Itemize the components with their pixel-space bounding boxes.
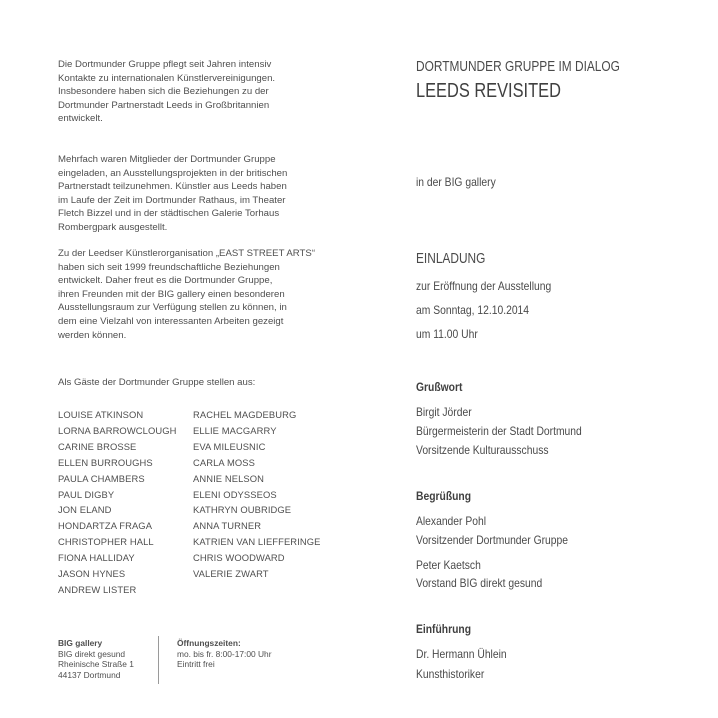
text-line: Rombergpark ausgestellt. [58, 221, 168, 233]
artist-name: CARLA MOSS [193, 456, 255, 468]
opening-hours-title: Öffnungszeiten: [177, 638, 241, 648]
speaker-role: Vorsitzende Kulturausschuss [416, 443, 549, 457]
text-line: Insbesondere haben sich die Beziehungen zu der [58, 86, 269, 98]
event-subtitle: DORTMUNDER GRUPPE IM DIALOG [416, 59, 620, 75]
address-line: Rheinische Straße 1 [58, 659, 134, 670]
grusswort-heading: Grußwort [416, 380, 463, 394]
text-line: Ausstellungsraum zur Verfügung stellen zu können, in [58, 302, 287, 314]
invitation-date: am Sonntag, 12.10.2014 [416, 303, 530, 317]
east-street-arts-paragraph [58, 247, 315, 342]
gallery-name: BIG gallery [58, 638, 103, 648]
artist-name: RACHEL MAGDEBURG [193, 409, 297, 420]
guests-intro [58, 376, 255, 390]
speaker-name: Birgit Jörder [416, 405, 472, 419]
text-line: entwickelt. Daher freut es die Dortmunder Gruppe, [58, 275, 273, 287]
opening-hours-line: mo. bis fr. 8:00-17:00 Uhr [177, 648, 272, 659]
speaker-role: Vorstand BIG direkt gesund [416, 576, 543, 590]
speaker-role: Vorsitzender Dortmunder Gruppe [416, 533, 569, 547]
text-line: Partnerstadt teilzunehmen. Künstler aus Leeds haben [58, 181, 287, 193]
artist-name: ANDREW LISTER [58, 583, 137, 595]
guests-intro-text: Als Gäste der Dortmunder Gruppe stellen aus: [58, 377, 256, 388]
event-title: LEEDS REVISITED [416, 80, 561, 102]
speaker-name: Alexander Pohl [416, 514, 486, 528]
artist-name: CHRIS WOODWARD [193, 552, 285, 564]
speaker-role: Kunsthistoriker [416, 667, 485, 681]
text-line: Kontakte zu internationalen Künstlervereinigungen. [58, 72, 276, 84]
text-line: dem eine Vielzahl von interessanten Arbeiten gezeigt [58, 315, 284, 327]
speaker-name: Peter Kaetsch [416, 558, 481, 572]
opening-hours [177, 638, 272, 670]
address-line: BIG direkt gesund [58, 648, 126, 659]
text-line: eingeladen, an Ausstellungsprojekten in der britischen [58, 167, 288, 179]
artist-name: FIONA HALLIDAY [58, 552, 135, 564]
invitation-line: zur Eröffnung der Ausstellung [416, 279, 552, 293]
invitation-time: um 11.00 Uhr [416, 327, 478, 341]
artist-name: JASON HYNES [58, 568, 126, 580]
artist-list-col2 [193, 407, 321, 582]
text-line: Fletch Bizzel und in der städtischen Galerie Torhaus [58, 208, 280, 220]
artist-name: ELLIE MACGARRY [193, 424, 277, 436]
intro-paragraph [58, 58, 275, 126]
artist-list-col1 [58, 407, 176, 598]
history-paragraph [58, 153, 287, 235]
text-line: Mehrfach waren Mitglieder der Dortmunder Gruppe [58, 154, 276, 165]
artist-name: KATHRYN OUBRIDGE [193, 504, 292, 516]
artist-name: ANNA TURNER [193, 520, 262, 532]
artist-name: ELENI ODYSSEOS [193, 488, 277, 500]
begruessung-heading: Begrüßung [416, 489, 472, 503]
artist-name: ANNIE NELSON [193, 472, 265, 484]
artist-name: VALERIE ZWART [193, 568, 269, 580]
invitation-heading: EINLADUNG [416, 251, 486, 267]
artist-name: ELLEN BURROUGHS [58, 456, 153, 468]
text-line: werden können. [58, 329, 127, 341]
text-line: Dortmunder Partnerstadt Leeds in Großbritannien [58, 99, 270, 111]
address-line: 44137 Dortmund [58, 669, 121, 680]
text-line: haben sich seit 1999 freundschaftliche Beziehungen [58, 261, 280, 273]
footer-divider [158, 636, 159, 684]
text-line: im Laufe der Zeit im Dortmunder Rathaus, im Theater [58, 194, 286, 206]
venue-line: in der BIG gallery [416, 175, 496, 189]
text-line: Zu der Leedser Künstlerorganisation „EAST STREET ARTS“ [58, 248, 316, 259]
opening-hours-line: Eintritt frei [177, 659, 215, 670]
artist-name: JON ELAND [58, 504, 112, 516]
artist-name: EVA MILEUSNIC [193, 440, 266, 452]
einfuehrung-heading: Einführung [416, 622, 472, 636]
artist-name: PAULA CHAMBERS [58, 472, 145, 484]
text-line: ihren Freunden mit der BIG gallery einen besonderen [58, 288, 285, 300]
artist-name: CHRISTOPHER HALL [58, 536, 154, 548]
artist-name: LOUISE ATKINSON [58, 409, 144, 420]
artist-name: LORNA BARROWCLOUGH [58, 424, 177, 436]
artist-name: HONDARTZA FRAGA [58, 520, 153, 532]
artist-name: KATRIEN VAN LIEFFERINGE [193, 536, 321, 548]
text-line: Die Dortmunder Gruppe pflegt seit Jahren intensiv [58, 59, 272, 70]
text-line: entwickelt. [58, 113, 103, 125]
speaker-role: Bürgermeisterin der Stadt Dortmund [416, 424, 582, 438]
artist-name: CARINE BROSSE [58, 440, 137, 452]
speaker-name: Dr. Hermann Ühlein [416, 647, 507, 661]
gallery-address [58, 638, 134, 680]
artist-name: PAUL DIGBY [58, 488, 115, 500]
